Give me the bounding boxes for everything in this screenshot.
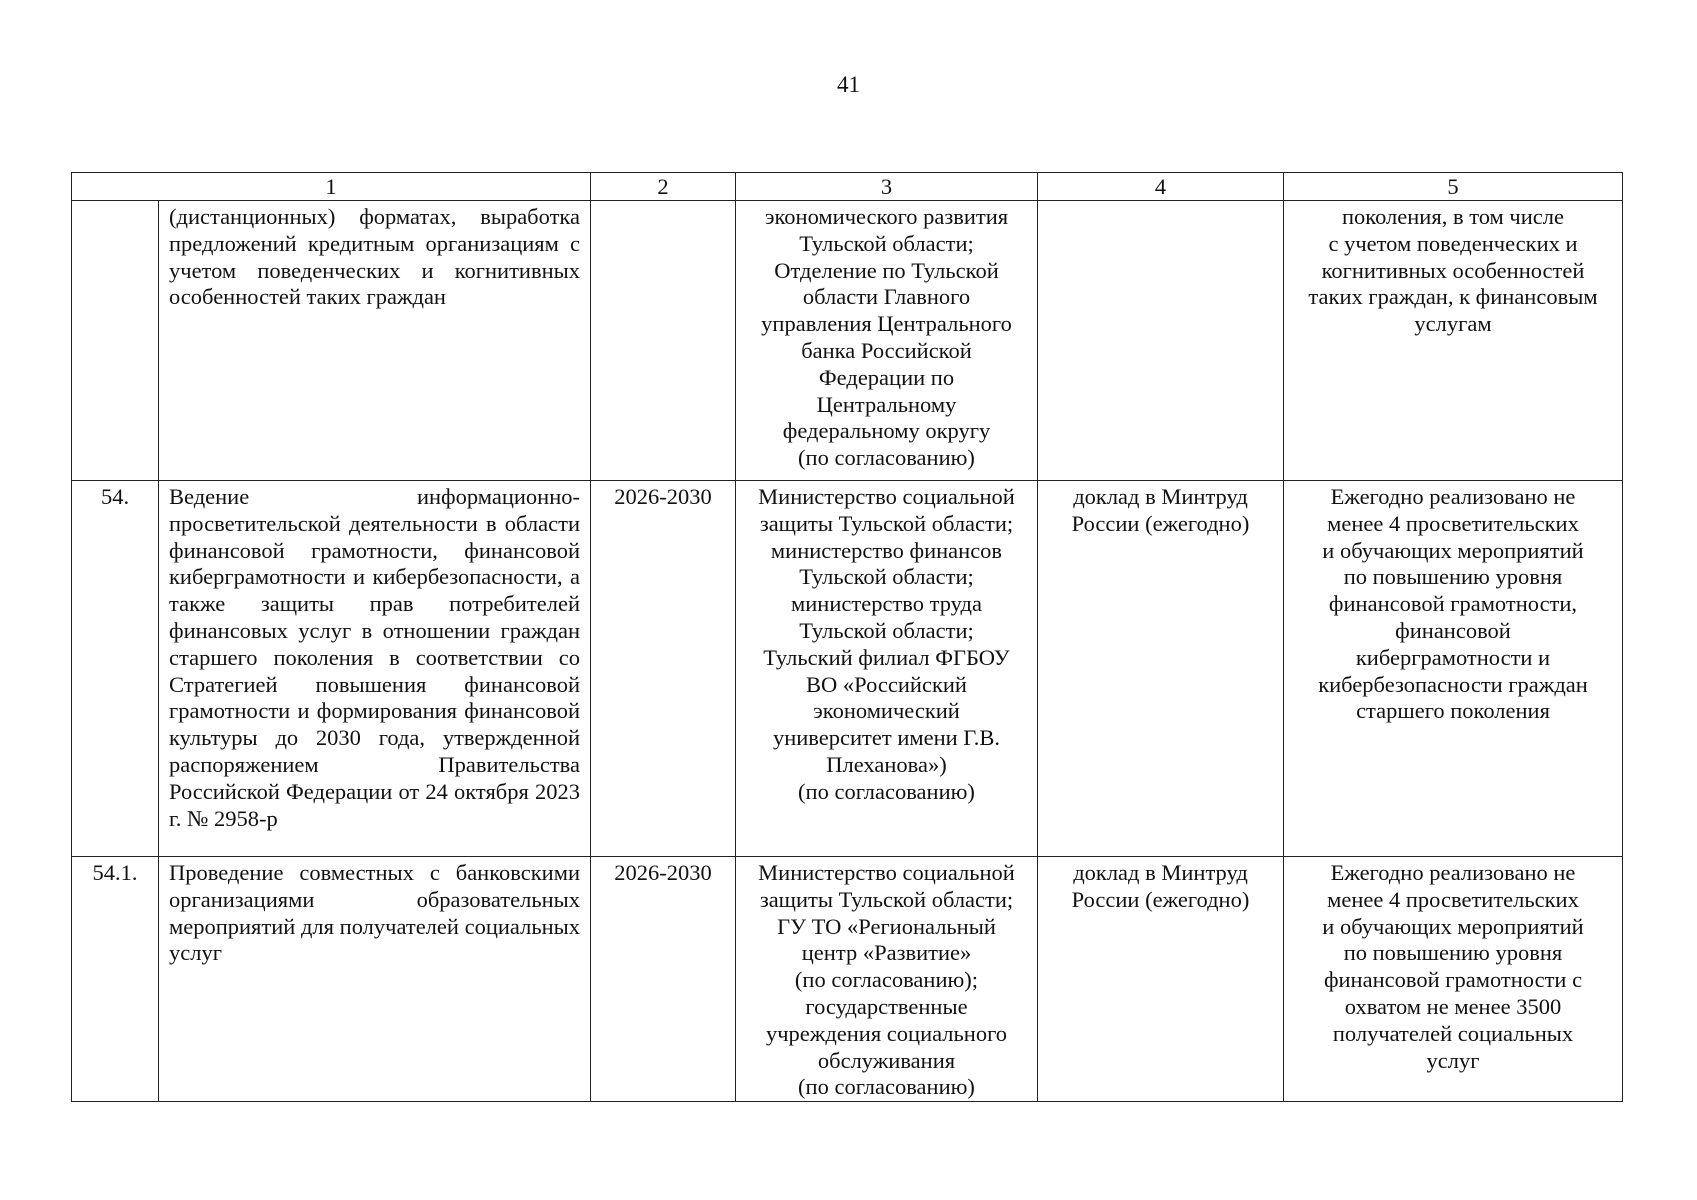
row-number: 54. [72, 481, 159, 857]
header-cell-3: 3 [736, 173, 1038, 201]
result-line: таких граждан, к финансовым [1308, 284, 1598, 310]
result-line: Ежегодно реализовано не [1330, 484, 1576, 509]
responsible-executors [736, 481, 1038, 857]
measure-description: Ведение информационно-просветительской деятельности в области финансовой грамотности, финансовой киберграмотности и кибербезопасности, а также защиты прав потребителей финансовых услуг в отношении граждан старшего поколения в соответствии со Стратегией повышения финансовой грамотности и формирования финансовой культуры до 2030 года, утвержденной распоряжением Правительства Российской Федерации от 24 октября 2023 г. № 2958-р [159, 481, 591, 857]
result-line: менее 4 просветительских [1327, 510, 1579, 536]
result-line: охватом не менее 3500 [1344, 993, 1562, 1019]
plan-table [71, 172, 1623, 1102]
responsible-line: Министерство социальной [758, 484, 1015, 509]
responsible-executors [736, 201, 1038, 481]
responsible-line: (по согласованию) [798, 778, 975, 804]
responsible-line: (по согласованию) [798, 1074, 975, 1100]
responsible-line: экономического развития [764, 204, 1009, 229]
responsible-line: федеральному округу [782, 418, 991, 444]
responsible-line: Тульской области; [799, 617, 974, 643]
responsible-line: министерство финансов [770, 537, 1003, 563]
responsible-line: учреждения социального [765, 1020, 1008, 1046]
responsible-line: Федерации по [818, 364, 955, 390]
responsible-line: банка Российской [801, 337, 972, 363]
implementation-period [591, 201, 736, 481]
table-row [72, 201, 1623, 481]
header-cell-5: 5 [1284, 173, 1623, 201]
row-number: 54.1. [72, 857, 159, 1102]
responsible-line: Тульской области; [799, 564, 974, 590]
responsible-line: министерство труда [791, 591, 982, 617]
report-line: России (ежегодно) [1071, 510, 1250, 536]
report-form [1038, 201, 1284, 481]
result-line: Ежегодно реализовано не [1330, 860, 1576, 885]
result-line: менее 4 просветительских [1327, 886, 1579, 912]
responsible-line: Тульской области; [799, 230, 974, 256]
responsible-line: Тульский филиал ФГБОУ [763, 644, 1010, 670]
result-line: с учетом поведенческих и [1328, 230, 1578, 256]
page-number: 41 [837, 72, 860, 97]
expected-result [1284, 857, 1623, 1102]
measure-description: Проведение совместных с банковскими организациями образовательных мероприятий для получателей социальных услуг [159, 857, 591, 1102]
responsible-line: государственные [805, 993, 968, 1019]
result-line: и обучающих мероприятий [1322, 537, 1584, 563]
expected-result [1284, 481, 1623, 857]
result-line: киберграмотности и [1355, 644, 1551, 670]
responsible-line: университет имени Г.В. [772, 725, 1001, 751]
responsible-line: (по согласованию) [798, 445, 975, 471]
result-line: когнитивных особенностей [1321, 257, 1585, 283]
result-line: финансовой грамотности с [1323, 967, 1583, 993]
result-line: старшего поколения [1356, 698, 1550, 724]
responsible-line: Плеханова») [826, 751, 947, 777]
responsible-line: Отделение по Тульской [774, 257, 999, 283]
responsible-line: области Главного [802, 284, 971, 310]
result-line: услуг [1426, 1047, 1480, 1073]
responsible-line: защиты Тульской области; [759, 510, 1014, 536]
report-line: России (ежегодно) [1071, 886, 1250, 912]
result-line: по повышению уровня [1343, 940, 1563, 966]
report-form [1038, 481, 1284, 857]
result-line: услугам [1414, 311, 1492, 337]
responsible-line: защиты Тульской области; [759, 886, 1014, 912]
report-form [1038, 857, 1284, 1102]
table-row [72, 857, 1623, 1102]
responsible-line: Министерство социальной [758, 860, 1015, 885]
responsible-line: центр «Развитие» [801, 940, 972, 966]
report-line: доклад в Минтруд [1073, 484, 1248, 509]
result-line: финансовой [1395, 617, 1511, 643]
result-line: поколения, в том числе [1342, 204, 1564, 229]
expected-result [1284, 201, 1623, 481]
row-number [72, 201, 159, 481]
header-cell-4: 4 [1038, 173, 1284, 201]
result-line: финансовой грамотности, [1328, 591, 1578, 617]
header-cell-2: 2 [591, 173, 736, 201]
implementation-period: 2026-2030 [591, 857, 736, 1102]
table-row [72, 481, 1623, 857]
responsible-line: ГУ ТО «Региональный [777, 913, 996, 939]
result-line: получателей социальных [1332, 1020, 1574, 1046]
responsible-line: экономический [813, 698, 960, 724]
responsible-line: управления Центрального [761, 311, 1012, 337]
responsible-line: обслуживания [817, 1047, 956, 1073]
result-line: кибербезопасности граждан [1318, 671, 1588, 697]
header-cell-1: 1 [72, 173, 591, 201]
responsible-line: ВО «Российский [806, 671, 967, 697]
header-row [72, 173, 1623, 201]
measure-description: (дистанционных) форматах, выработка предложений кредитным организациям с учетом поведенческих и когнитивных особенностей таких граждан [159, 201, 591, 481]
implementation-period: 2026-2030 [591, 481, 736, 857]
report-line: доклад в Минтруд [1073, 860, 1248, 885]
responsible-line: Центральному [816, 391, 957, 417]
result-line: и обучающих мероприятий [1322, 913, 1584, 939]
responsible-line: (по согласованию); [794, 967, 979, 993]
responsible-executors [736, 857, 1038, 1102]
result-line: по повышению уровня [1343, 564, 1563, 590]
